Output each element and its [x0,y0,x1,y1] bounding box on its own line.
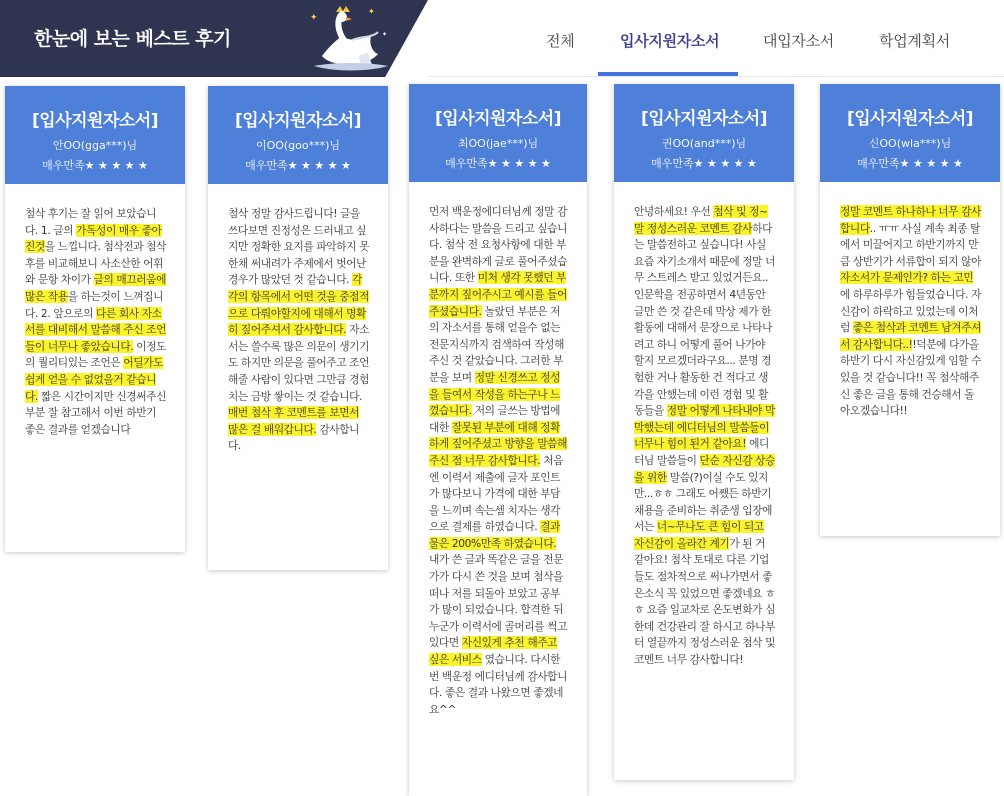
review-card[interactable] [820,84,1000,536]
card-category: [입사지원자소서] [235,111,361,131]
svg-text:✦: ✦ [310,13,318,23]
review-text: 을 느낍니다. 첨삭전과 첨삭 후를 비교해보니 사소산한 어휘와 문항 차이가 [25,240,167,287]
highlighted-text: 너~무나도 큰 힘이 되고 자신감이 올라간 계기 [634,520,764,550]
review-text: 이정도의 퀄리티있는 조언은 [25,339,167,370]
review-text: 저의 글쓰는 방법에 대한 [429,404,561,434]
card-review-text [409,182,587,718]
highlighted-text: 매번 첨삭 후 코멘트를 보면서 많은 걸 배워갑니다. [228,406,360,436]
review-text: 안녕하세요! 우선 [634,205,714,218]
card-review-text [614,182,794,669]
card-category: [입사지원자소서] [32,111,158,131]
review-text: 하다는 말씀전하고 싶습니다! 사실 요즘 자기소개서 때문에 정말 너무 스트레스 받고 있었거든요..인문학을 전공하면서 4년동안 글만 쓴 것 같은데 막상 제가 한 활동에 대해서 문장으로 나타나려고 하니 어떻게 풀어 나가야 할지 모르겠더라구요... 분명 경험한 거나 활동한 건 적다고 생각을 안했는데 이런 경험 및 활동들을 [634,221,776,418]
card-header [614,84,794,182]
highlighted-text: 단순 자신감 상승을 위한 [634,453,776,484]
highlighted-text: 정말 신경쓰고 정성을 들여서 작성을 하는구나 느꼈습니다. [429,370,561,418]
review-text: 짧은 시간이지만 신경써주신부분 잘 참고해서 이번 하반기 좋은 결과를 얻겠습니다 [25,389,167,436]
highlighted-text: 각각의 항목에서 어떤 것을 중점적으로 다뤄야할지에 대해서 명확히 짚어주셔서 감사합니다. [228,273,370,337]
svg-text:✦: ✦ [368,7,375,16]
card-review-text [208,184,388,455]
review-text: 놀랐던 부분은 저의 자소서를 통해 얻을수 없는 전문지식까지 검색하여 작성해주신 것 같았습니다. 그러한 부분을 보며 [429,304,565,384]
tab-all[interactable]: 전체 [546,32,575,50]
card-rating: 매우만족★ ★ ★ ★ ★ [42,159,148,172]
card-user: 안OO(gga***)님 [52,139,138,152]
highlighted-text: 첨삭 및 정~말 정성스러운 코멘트 감사 [634,205,768,235]
card-user: 최OO(jae***)님 [457,137,539,150]
highlighted-text: 잘못된 부분에 대해 정확하게 짚어주셨고 방향을 말씀해 주신 점 너무 감사합니다. [429,420,568,467]
card-header [5,86,185,184]
card-review-text [5,184,185,438]
review-card[interactable] [614,84,794,780]
highlighted-text: 미처 생각 못했던 부분까지 짚어주시고 예시를 들어주셨습니다. [429,271,568,318]
card-header [409,84,587,182]
card-header [820,84,1000,182]
review-text: 자소서는 쓸수록 많은 의문이 생기기도 하지만 의문을 풀어주고 조언해줄 사람이 있다면 그만큼 경험치는 금방 쌓이는 것 같습니다. [228,323,370,403]
review-card[interactable] [208,86,388,570]
review-text: 첨삭 정말 감사드립니다! 글을 쓰다보면 진정성은 드러내고 싶지만 정확한 요지를 파악하지 못한채 써내려가 주제에서 벗어난 경우가 많았던 것 같습니다. [228,207,370,287]
review-text: 첨삭 후기는 잘 읽어 보았습니다. 1. 글의 [25,207,157,237]
highlighted-text: 글의 매끄러움에 많은 작용 [25,273,167,303]
card-user: 이OO(goo***)님 [255,139,341,152]
review-text: 말씀(?)이실 수도 있지만...ㅎㅎ 그래도 어쨌든 하반기 채용을 준비하는 취준생 입장에서는 [634,470,773,534]
card-category: [입사지원자소서] [847,109,973,129]
card-rating: 매우만족★ ★ ★ ★ ★ [445,157,551,170]
active-tab-indicator [598,72,738,76]
review-text: 처음엔 이력서 제출에 글자 포인트가 많다보니 가격에 대한 부담을 느끼며 속는셈 치자는 생각으로 결제를 하였습니다. [429,453,564,534]
review-text: .. ㅠㅠ 사실 계속 최종 탈에서 미끌어지고 하반기까지 만큼 상반기가 서류합이 되지 않아 [840,221,982,268]
site-header [0,0,1004,77]
highlighted-text: 어딜가도 쉽게 얻을 수 없었을거 같습니다. [25,356,164,403]
tab-study-plan[interactable]: 학업계획서 [879,32,950,50]
highlighted-text: 자신있게 추천 해주고 싶은 서비스 [429,636,558,667]
highlighted-text: 정말 어떻게 나타내야 막막했는데 에디터님의 말씀들이 너무나 힘이 된거 같아요! [634,404,776,451]
card-user: 신OO(wla***)님 [868,137,952,150]
card-rating: 매우만족★ ★ ★ ★ ★ [857,157,963,170]
review-card[interactable] [409,84,587,796]
card-rating: 매우만족★ ★ ★ ★ ★ [245,159,351,172]
tab-college-admission[interactable]: 대입자소서 [763,32,834,50]
page-title: 한눈에 보는 베스트 후기 [34,28,231,50]
review-text: 감사합니다. [228,422,360,453]
tab-job-application[interactable]: 입사지원자소서 [620,32,720,50]
review-text: 가 된 거 같아요! 첨삭 토대로 다른 기업들도 점차적으로 써나가면서 좋은소식 꼭 있었으면 좋겠네요 ㅎㅎ 요즘 일교차로 온도변화가 심한데 건강관리 잘 하시고 하나부터 열끝까지 정성스러운 첨삭 및 코멘트 너무 감사합니다! [634,536,776,667]
highlighted-text: 가독성이 매우 좋아진것 [25,223,162,254]
review-text: 에디터님 말씀들이 [634,437,769,467]
review-text: !덕분에 다가올 하반기 다시 자신감있게 임할 수 있을 것 같습니다!! 꼭 첨삭해주신 좋은 글을 통해 건승해서 돌아오겠습니다!! [840,337,982,418]
card-category: [입사지원자소서] [641,109,767,129]
card-rating: 매우만족★ ★ ★ ★ ★ [651,157,757,170]
svg-text:✦: ✦ [382,31,388,38]
card-category: [입사지원자소서] [435,109,561,129]
review-text: 에 하루하루가 힘들었습니다. 자신감이 하락하고 있었는데 이처럼 [840,287,982,335]
highlighted-text: 결과물은 200%만족 하였습니다. [429,520,561,550]
review-text: 을 하는것이 느껴집니다. 2. 앞으로의 [25,289,164,320]
card-user: 권OO(and***)님 [661,137,747,150]
highlighted-text: 다른 회사 자소서를 대비해서 말씀해 주신 조언들이 너무나 좋았습니다. [25,306,167,353]
highlighted-text: 자소서가 문제인가? 하는 고민 [840,271,974,285]
card-header [208,86,388,184]
review-card[interactable] [5,86,185,552]
review-text: 내가 쓴 글과 똑같은 글을 전문가가 다시 쓴 것을 보며 첨삭을 떠나 저를 되돌아 보았고 공부가 많이 되었습니다. 합격한 뒤 누군가 이력서에 골머리를 썩고있다면 [429,553,568,650]
swan-mascot-icon [300,0,396,77]
review-text: 먼저 백운정에디터님께 정말 감사하다는 말씀을 드리고 싶습니다. 첨삭 전 요청사항에 대한 부분을 완벽하게 글로 풀어주셨습니다. 또한 [429,205,568,285]
card-review-text [820,182,1000,420]
highlighted-text: 정말 코멘트 하나하나 너무 감사합니다 [840,205,982,235]
highlighted-text: 좋은 첨삭과 코멘트 남겨주셔서 감사합니다..! [840,321,982,351]
review-text: 였습니다. 다시한번 백운정 에디터님께 감사합니다. 좋은 결과 나왔으면 좋겠네요^^ [429,653,568,716]
